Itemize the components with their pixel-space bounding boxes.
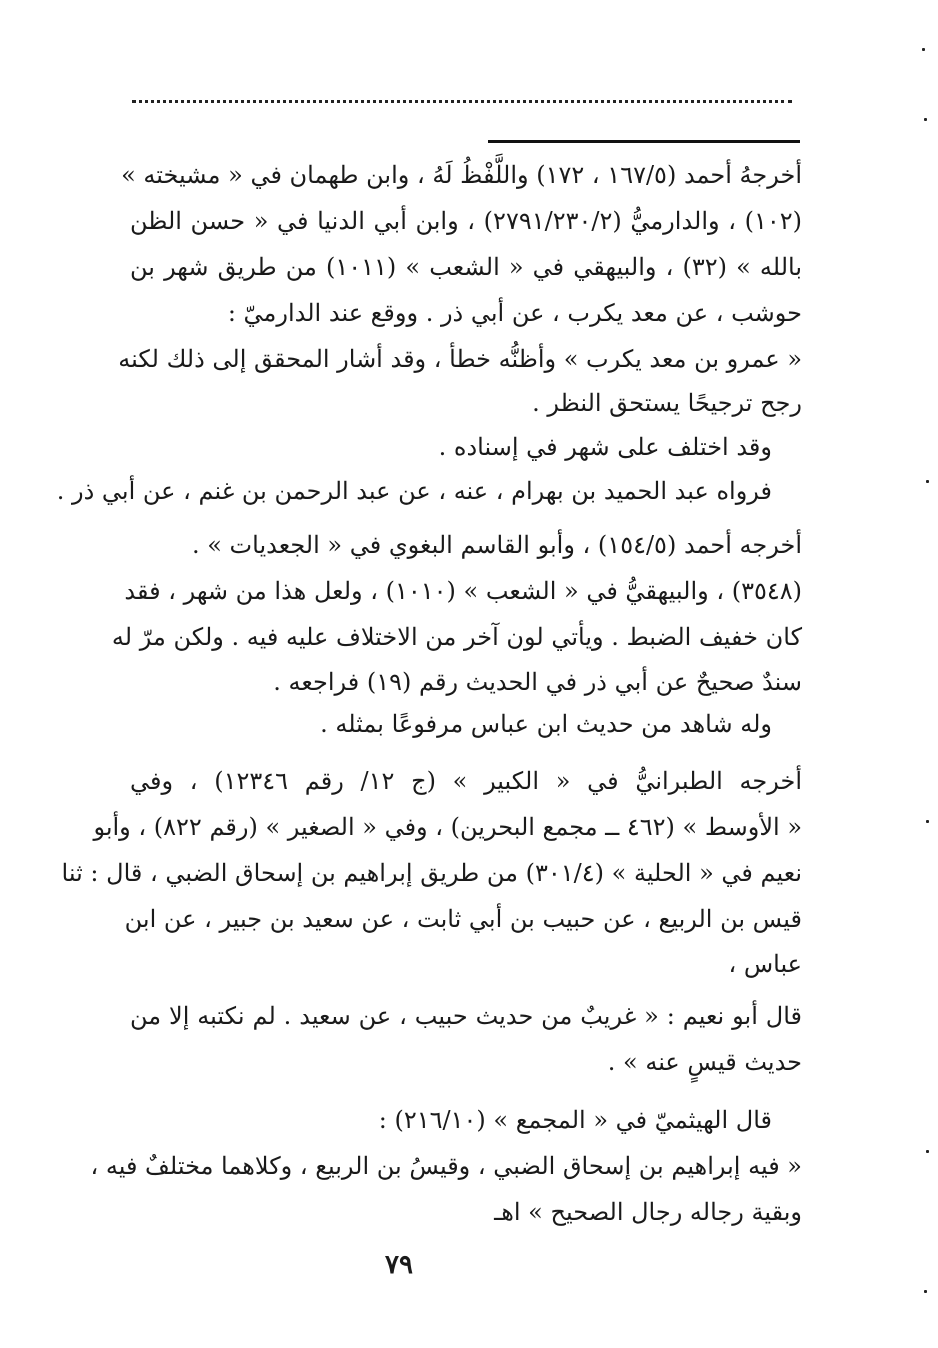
text-line: « الأوسط » (٤٦٢ ــ مجمع البحرين) ، وفي « الصغير » (رقم ٨٢٢) ، وأبو (93, 813, 802, 841)
text-line: قال أبو نعيم : « غريبٌ من حديث حبيب ، عن سعيد . لم نكتبه إلا من (130, 1002, 802, 1030)
text-line: بالله » (٣٢) ، والبيهقي في « الشعب » (١٠١١) من طريق شهر بن (130, 253, 803, 281)
dotted-separator (132, 100, 792, 103)
edge-mark (926, 820, 929, 823)
text-line: وقد اختلف على شهر في إسناده . (438, 433, 772, 461)
text-line: أخرجه الطبرانيُّ في « الكبير » (ج ١٢/ رقم ١٢٣٤٦) ، وفي (130, 767, 802, 795)
text-line: قال الهيثميّ في « المجمع » (٢١٦/١٠) : (378, 1106, 772, 1134)
edge-mark (926, 480, 929, 483)
text-line: « فيه إبراهيم بن إسحاق الضبي ، وقيسُ بن الربيع ، وكلاهما مختلفٌ فيه ، (90, 1152, 802, 1180)
text-line: حوشب ، عن معد يكرب ، عن أبي ذر . ووقع عند الدارميّ : (227, 299, 802, 327)
text-line: عباس ، (728, 950, 802, 978)
text-line: سندٌ صحيحٌ عن أبي ذر في الحديث رقم (١٩) فراجعه . (273, 668, 802, 696)
text-line: رجح ترجيحًا يستحق النظر . (532, 389, 802, 417)
edge-mark (924, 1290, 927, 1293)
text-line: فرواه عبد الحميد بن بهرام ، عنه ، عن عبد الرحمن بن غنم ، عن أبي ذر . (56, 477, 772, 505)
text-line: وبقية رجاله رجال الصحيح » اهـ (494, 1198, 802, 1226)
edge-mark (924, 118, 927, 121)
text-line: أخرجه أحمد (١٥٤/٥) ، وأبو القاسم البغوي في « الجعديات » . (191, 531, 802, 559)
text-line: كان خفيف الضبط . ويأتي لون آخر من الاختلاف عليه فيه . ولكن مرّ له (111, 623, 802, 651)
edge-mark (926, 1150, 929, 1153)
text-line: « عمرو بن معد يكرب » وأظنُّه خطأ ، وقد أشار المحقق إلى ذلك لكنه (118, 345, 802, 373)
footnote-rule (488, 140, 800, 143)
text-line: (٣٥٤٨) ، والبيهقيُّ في « الشعب » (١٠١٠) ، ولعل هذا من شهر ، فقد (124, 577, 802, 605)
edge-mark (922, 48, 925, 51)
text-line: حديث قيسٍ عنه » . (607, 1048, 802, 1076)
text-line: (١٠٢) ، والدارميُّ (٢٧٩١/٢٣٠/٢) ، وابن أبي الدنيا في « حسن الظن (130, 207, 803, 235)
text-line: وله شاهد من حديث ابن عباس مرفوعًا بمثله . (320, 710, 772, 738)
text-line: قيس بن الربيع ، عن حبيب بن أبي ثابت ، عن سعيد بن جبير ، عن ابن (124, 905, 802, 933)
text-line: نعيم في « الحلية » (٣٠١/٤) من طريق إبراهيم بن إسحاق الضبي ، قال : ثنا (61, 859, 802, 887)
text-line: أخرجهُ أحمد (١٦٧/٥ ، ١٧٢) واللَّفْظُ لَهُ ، وابن طهمان في « مشيخته » (121, 161, 802, 189)
page-number: ٧٩ (385, 1250, 413, 1280)
